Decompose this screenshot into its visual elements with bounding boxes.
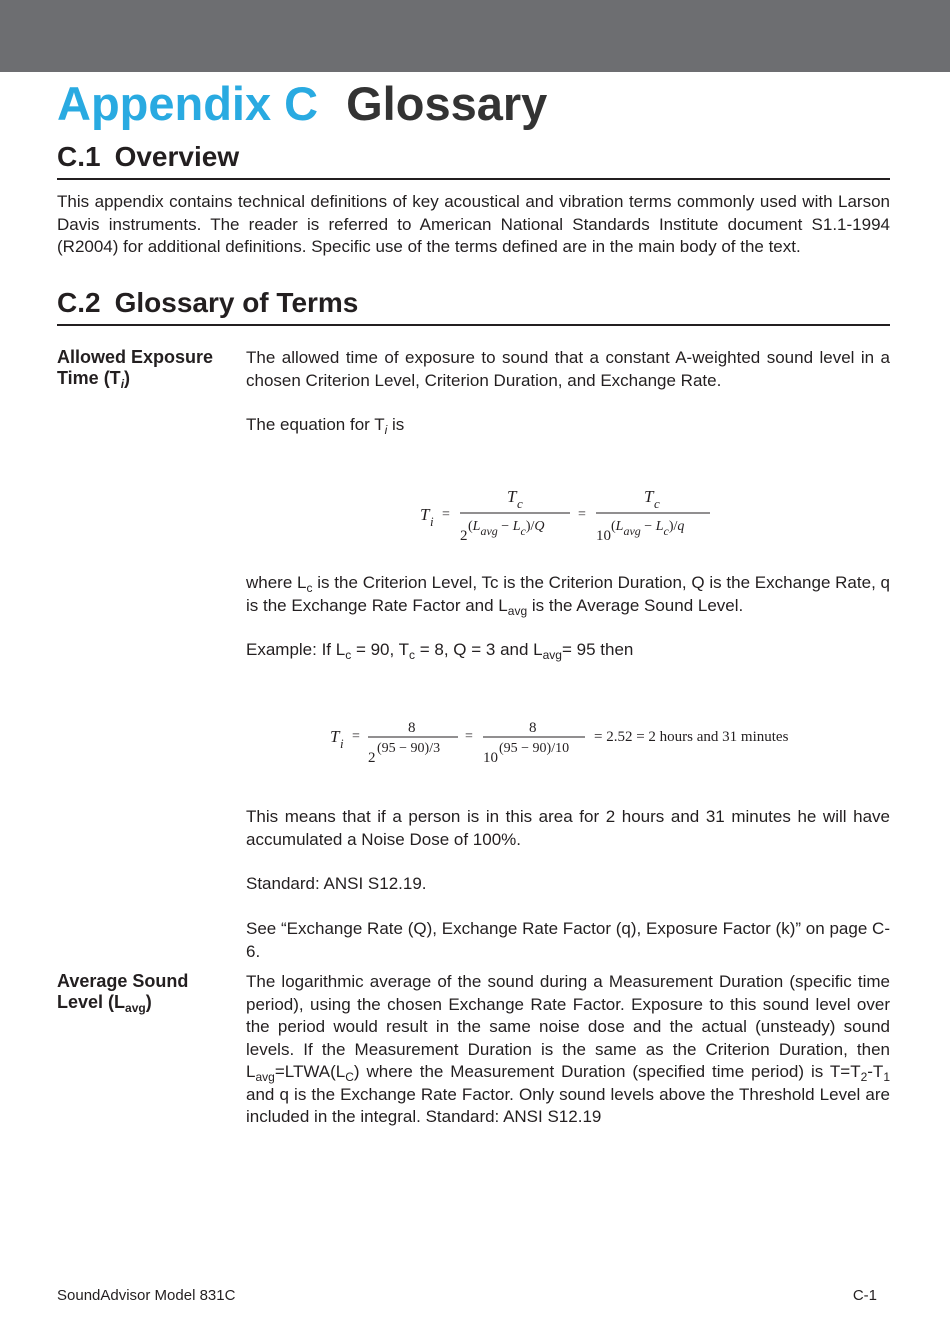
svg-text:T: T bbox=[330, 727, 340, 746]
appendix-title: Glossary bbox=[346, 77, 548, 130]
overview-paragraph: This appendix contains technical definitions of key acoustical and vibration terms commonly used with Larson Davis instruments. The reader is referred to American National Standards Institute document S1.1-1994 (R2004) for additional definitions. Specific use of the terms defined are in the main body of the text. bbox=[57, 192, 890, 256]
section-heading-glossary bbox=[57, 286, 890, 326]
term-close: ) bbox=[145, 992, 152, 1012]
svg-text:=: = bbox=[352, 729, 360, 744]
definition-allowed-exposure: The allowed time of exposure to sound that a constant A-weighted sound level in a chosen Criterion Level, Criterion Duration, and Exchange Rate. bbox=[246, 348, 890, 390]
svg-text:c: c bbox=[517, 496, 523, 511]
where-explanation: where $L_c$ is the Criterion Level, Tc is the Criterion Duration, Q is the Exchange Rate, q is the Exchange Rate Factor and $L_{avg}$ is the Average Sound Level. bbox=[246, 573, 890, 618]
svg-text:8: 8 bbox=[529, 720, 537, 736]
term-line: Allowed Exposure bbox=[57, 347, 214, 367]
equation-intro-subscript: i bbox=[384, 423, 388, 437]
svg-text:c: c bbox=[654, 496, 660, 511]
section-number: C.1 bbox=[57, 141, 101, 172]
svg-text:(Lavg − Lc)/q: (Lavg − Lc)/q bbox=[611, 519, 685, 538]
equation-intro-text: The equation for T bbox=[246, 415, 385, 434]
example-result: = 2.52 = 2 hours and 31 minutes bbox=[594, 729, 789, 745]
svg-text:10: 10 bbox=[596, 528, 611, 544]
svg-text:T: T bbox=[420, 505, 430, 524]
svg-text:T: T bbox=[507, 487, 517, 506]
svg-text:=: = bbox=[465, 729, 473, 744]
svg-text:10: 10 bbox=[483, 750, 498, 766]
section-title: Overview bbox=[114, 141, 240, 172]
equation-intro-end: is bbox=[387, 415, 405, 434]
standard-reference: Standard: ANSI S12.19. bbox=[246, 874, 427, 893]
page-title bbox=[57, 74, 547, 134]
svg-text:T: T bbox=[644, 487, 654, 506]
glossary-term-average-sound-level bbox=[57, 971, 237, 1013]
appendix-label: Appendix C bbox=[57, 77, 319, 130]
term-subscript: avg bbox=[125, 1001, 146, 1015]
term-line: Time (T bbox=[57, 368, 121, 388]
definition-average-sound-level: The logarithmic average of the sound during a Measurement Duration (specific time period), using the chosen Exchange Rate Factor. Exposure to this sound level over the period would result in the same noise dose and the actual (unsteady) sound levels. If the Measurement Duration is the same as the Criterion Duration, then $L_{avg}=LTWA(L_C)$ where the Measurement Duration (specified time period) is $T=T_2-T_1$ and q is the Exchange Rate Factor. Only sound levels above the Threshold Level are included in the integral. Standard: ANSI S12.19 bbox=[246, 972, 890, 1126]
section-number: C.2 bbox=[57, 287, 101, 318]
section-title: Glossary of Terms bbox=[114, 287, 359, 318]
svg-text:(95 − 90)/10: (95 − 90)/10 bbox=[499, 741, 570, 756]
svg-text:=: = bbox=[578, 507, 586, 522]
top-banner bbox=[0, 0, 950, 72]
example-statement: Example: If $L_c = 90$, $T_c = 8$, Q = 3 and $L_{avg}= 95$ then bbox=[246, 640, 634, 662]
see-also-link[interactable]: See “Exchange Rate (Q), Exchange Rate Factor (q), Exposure Factor (k)” on page C-6. bbox=[246, 919, 890, 961]
svg-text:8: 8 bbox=[408, 720, 416, 736]
svg-text:i: i bbox=[430, 514, 434, 529]
svg-text:2: 2 bbox=[460, 528, 468, 544]
term-close: ) bbox=[124, 368, 131, 388]
term-line: Average Sound bbox=[57, 971, 189, 991]
equation-example-formula bbox=[320, 712, 820, 772]
svg-text:=: = bbox=[442, 507, 450, 522]
svg-text:(95 − 90)/3: (95 − 90)/3 bbox=[377, 741, 441, 756]
footer-model-name: SoundAdvisor Model 831C bbox=[57, 1287, 236, 1304]
meaning-paragraph: This means that if a person is in this area for 2 hours and 31 minutes he will have accumulated a Noise Dose of 100%. bbox=[246, 807, 890, 849]
term-subscript: i bbox=[120, 377, 125, 391]
equation-intro bbox=[246, 414, 890, 437]
footer-page-number: C-1 bbox=[852, 1287, 877, 1304]
section-heading-overview bbox=[57, 140, 890, 180]
svg-text:i: i bbox=[340, 736, 344, 751]
svg-text:2: 2 bbox=[368, 750, 376, 766]
equation-allowed-exposure-formula bbox=[410, 480, 730, 550]
svg-text:(Lavg − Lc)/Q: (Lavg − Lc)/Q bbox=[468, 519, 545, 538]
term-line: Level (L bbox=[57, 992, 126, 1012]
glossary-term-allowed-exposure bbox=[57, 347, 237, 389]
